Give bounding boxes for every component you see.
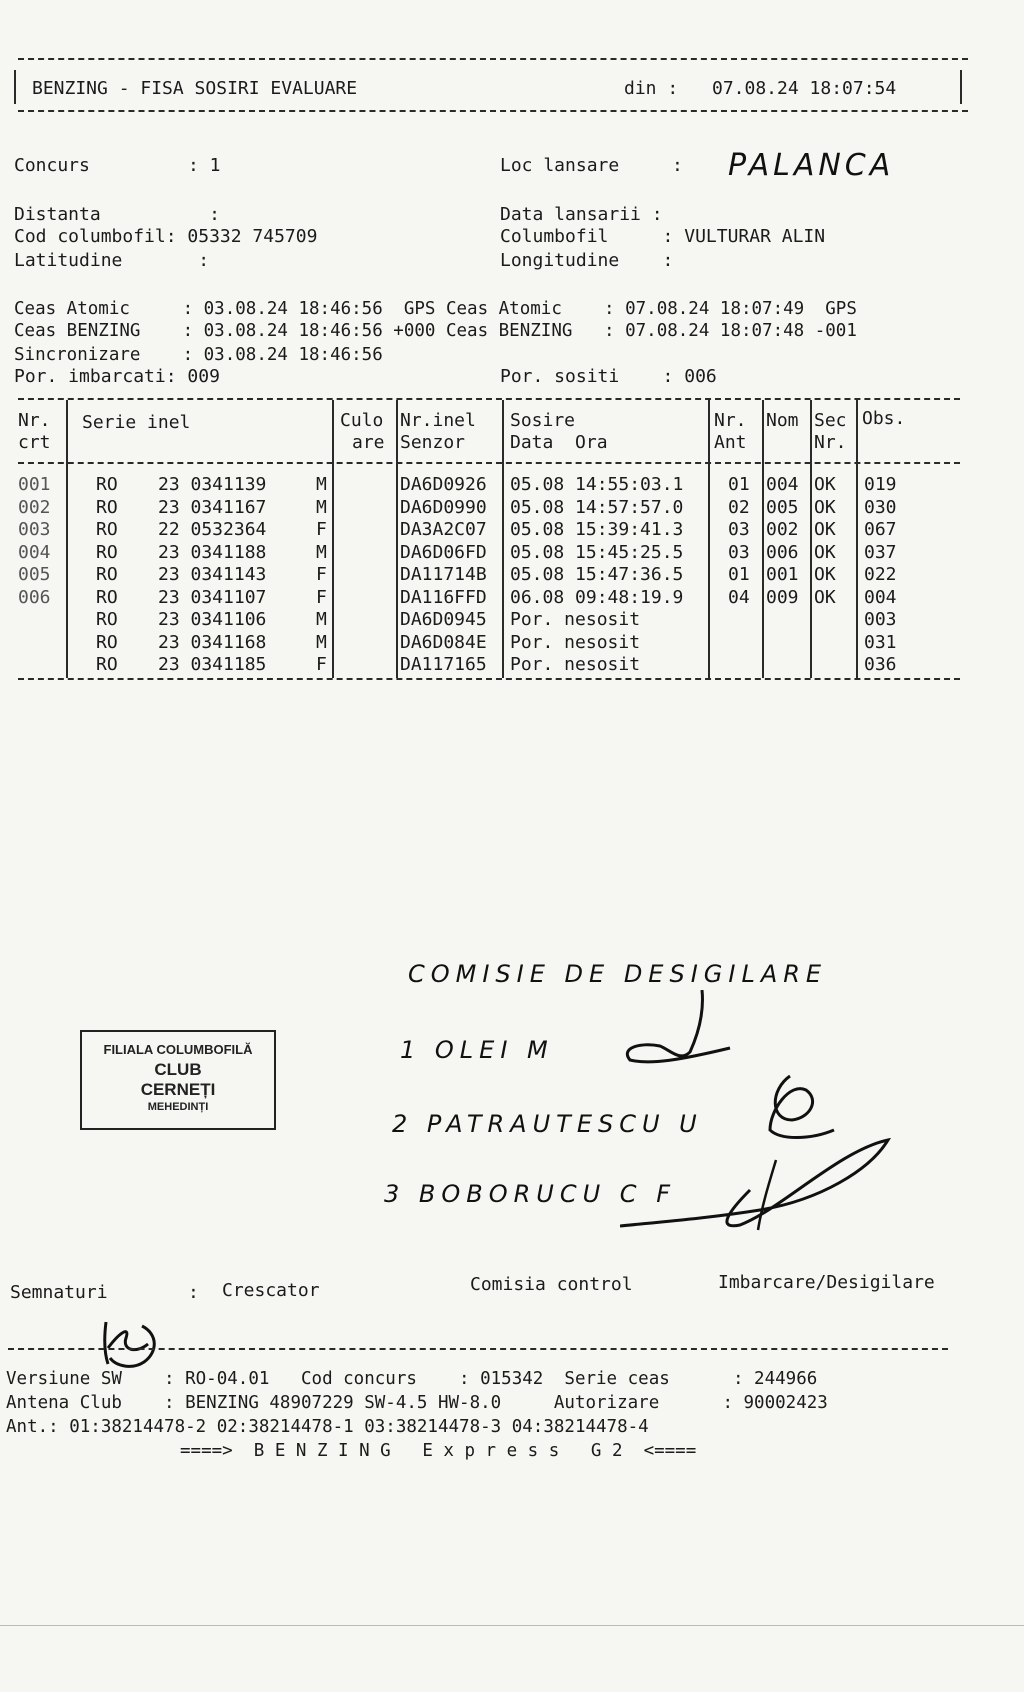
cell-serie-inel: 23 0341188 — [158, 541, 267, 563]
cell-sex: M — [316, 474, 327, 495]
th-sec-2: Nr. — [814, 432, 847, 453]
th-nr-crt-1: Nr. — [18, 410, 51, 431]
cell-sex: F — [316, 519, 327, 540]
table-top-border — [18, 398, 960, 400]
cell-sex: M — [316, 541, 327, 563]
col-sep-1 — [66, 400, 68, 678]
cell-senzor: DA3A2C07 — [400, 519, 487, 540]
semnaturi-label: Semnaturi — [10, 1282, 108, 1303]
stamp-line-3: CERNEȚI — [140, 1080, 216, 1099]
cell-sec: OK — [814, 564, 836, 585]
th-nr-ant-2: Ant — [714, 432, 747, 453]
th-sosire-2: Data Ora — [510, 432, 608, 453]
cell-sex: F — [316, 564, 327, 585]
loc-lansare-label: Loc lansare — [500, 155, 620, 176]
loc-lansare-handwritten: PALANCA — [728, 148, 895, 183]
cell-obs: 019 — [864, 474, 897, 495]
ceas-benzing-row: Ceas BENZING : 03.08.24 18:46:56 +000 Ceas BENZING : 07.08.24 18:07:48 -001 — [14, 321, 857, 341]
por-imbarcati-field: Por. imbarcati: 009 — [14, 366, 220, 387]
longitudine-field: Longitudine : — [500, 250, 674, 271]
cell-country: RO — [96, 609, 118, 630]
header-bottom-border — [18, 110, 968, 112]
cell-obs: 022 — [864, 564, 897, 585]
header-left-bar — [14, 70, 16, 104]
member-1-handwritten: 1 OLEI M — [400, 1036, 554, 1064]
distanta-field: Distanta : — [14, 204, 220, 225]
cell-nom: 005 — [766, 496, 799, 518]
col-sep-8 — [856, 400, 858, 678]
cell-country: RO — [96, 496, 118, 518]
columbofil-field: Columbofil : VULTURAR ALIN — [500, 226, 826, 247]
cell-obs: 004 — [864, 586, 897, 608]
footer-benzing-express: ====> B E N Z I N G E x p r e s s G 2 <==== — [180, 1441, 697, 1461]
sincronizare-row: Sincronizare : 03.08.24 18:46:56 — [14, 345, 383, 365]
th-nr-ant-1: Nr. — [714, 410, 747, 431]
cell-nom: 006 — [766, 541, 799, 563]
col-sep-4 — [502, 400, 504, 678]
col-sep-5 — [708, 400, 710, 678]
club-stamp — [80, 1030, 276, 1130]
table-bottom-border — [18, 678, 960, 680]
table-header-bottom-border — [18, 462, 960, 464]
cell-nr-ant: 03 — [728, 541, 750, 563]
latitudine-field: Latitudine : — [14, 250, 210, 271]
cell-nr-crt: 001 — [18, 474, 51, 495]
din-timestamp: 07.08.24 18:07:54 — [712, 78, 897, 99]
cell-sex: M — [316, 609, 327, 630]
cell-nr-crt: 006 — [18, 586, 51, 608]
cell-obs: 036 — [864, 654, 897, 675]
th-nr-crt-2: crt — [18, 432, 51, 453]
col-sep-2 — [332, 400, 334, 678]
cell-sosire: 05.08 15:39:41.3 — [510, 519, 684, 540]
cell-nr-ant: 01 — [728, 564, 750, 585]
th-nr-inel-2: Senzor — [400, 432, 466, 453]
cell-sosire: 05.08 14:55:03.1 — [510, 474, 684, 495]
th-serie-inel: Serie inel — [82, 412, 191, 433]
cell-sec: OK — [814, 474, 836, 495]
member-2-handwritten: 2 PATRAUTESCU U — [392, 1110, 703, 1138]
member-3-handwritten: 3 BOBORUCU C F — [384, 1180, 676, 1208]
footer-versiune-line: Versiune SW : RO-04.01 Cod concurs : 015342 Serie ceas : 244966 — [6, 1369, 818, 1389]
cell-serie-inel: 23 0341167 — [158, 496, 267, 518]
cell-country: RO — [96, 519, 118, 540]
footer-top-border — [8, 1348, 948, 1350]
comisia-control-label: Comisia control — [470, 1274, 633, 1295]
cell-sex: F — [316, 586, 327, 608]
cell-country: RO — [96, 654, 118, 675]
th-obs: Obs. — [862, 408, 906, 429]
cell-nr-crt: 005 — [18, 564, 51, 585]
cell-serie-inel: 23 0341139 — [158, 474, 267, 495]
cell-country: RO — [96, 474, 118, 495]
th-culoare-2: are — [352, 432, 385, 453]
th-sec-1: Sec — [814, 410, 847, 431]
cell-nom: 009 — [766, 586, 799, 608]
cell-country: RO — [96, 586, 118, 608]
cell-sosire: Por. nesosit — [510, 609, 641, 630]
ceas-atomic-row: Ceas Atomic : 03.08.24 18:46:56 GPS Ceas Atomic : 07.08.24 18:07:49 GPS — [14, 299, 857, 319]
cell-senzor: DA6D0945 — [400, 609, 487, 630]
crescator-label: Crescator — [222, 1280, 320, 1301]
footer-antena-line: Antena Club : BENZING 48907229 SW-4.5 HW-8.0 Autorizare : 90002423 — [6, 1393, 828, 1413]
cell-sec: OK — [814, 541, 836, 563]
cell-sec: OK — [814, 496, 836, 518]
cell-sosire: 05.08 14:57:57.0 — [510, 496, 684, 518]
cell-senzor: DA117165 — [400, 654, 487, 675]
cell-serie-inel: 23 0341106 — [158, 609, 267, 630]
cell-obs: 037 — [864, 541, 897, 563]
document-title: BENZING - FISA SOSIRI EVALUARE — [32, 78, 358, 99]
cell-senzor: DA11714B — [400, 564, 487, 585]
cell-nr-ant: 03 — [728, 519, 750, 540]
cell-senzor: DA6D084E — [400, 631, 487, 653]
concurs-value: : 1 — [188, 155, 221, 176]
paper-bottom-edge — [0, 1625, 1024, 1626]
cell-sex: F — [316, 654, 327, 675]
col-sep-3 — [396, 400, 398, 678]
cell-nr-crt: 004 — [18, 541, 51, 563]
cell-nr-ant: 02 — [728, 496, 750, 518]
comisie-handwritten-title: COMISIE DE DESIGILARE — [408, 960, 828, 988]
cell-sosire: 05.08 15:47:36.5 — [510, 564, 684, 585]
cell-sosire: 05.08 15:45:25.5 — [510, 541, 684, 563]
cell-nr-crt: 003 — [18, 519, 51, 540]
cell-country: RO — [96, 631, 118, 653]
th-culoare-1: Culo — [340, 410, 384, 431]
cell-obs: 003 — [864, 609, 897, 630]
cell-senzor: DA116FFD — [400, 586, 487, 608]
stamp-line-4: MEHEDINȚI — [147, 1101, 209, 1113]
loc-lansare-sep: : — [672, 155, 683, 176]
cell-senzor: DA6D06FD — [400, 541, 487, 563]
din-label: din : — [624, 78, 679, 99]
footer-antennas-line: Ant.: 01:38214478-2 02:38214478-1 03:38214478-3 04:38214478-4 — [6, 1417, 649, 1437]
cell-country: RO — [96, 541, 118, 563]
cod-columbofil-field: Cod columbofil: 05332 745709 — [14, 226, 318, 247]
cell-sosire: Por. nesosit — [510, 654, 641, 675]
cell-sec: OK — [814, 586, 836, 608]
header-top-border — [18, 58, 968, 60]
crescator-signature-scribble — [96, 1318, 176, 1374]
imbarcare-desigilare-label: Imbarcare/Desigilare — [718, 1272, 935, 1293]
stamp-line-1: FILIALA COLUMBOFILĂ — [103, 1042, 253, 1057]
stamp-line-2: CLUB — [154, 1060, 202, 1079]
th-nom: Nom — [766, 410, 799, 431]
cell-nom: 002 — [766, 519, 799, 540]
commission-signatures-scribble — [620, 990, 920, 1250]
cell-serie-inel: 23 0341168 — [158, 631, 267, 653]
cell-serie-inel: 23 0341107 — [158, 586, 267, 608]
concurs-label: Concurs — [14, 155, 90, 176]
header-right-bar — [960, 70, 962, 104]
col-sep-7 — [810, 400, 812, 678]
cell-sex: M — [316, 496, 327, 518]
cell-serie-inel: 23 0341143 — [158, 564, 267, 585]
cell-obs: 030 — [864, 496, 897, 518]
cell-senzor: DA6D0926 — [400, 474, 487, 495]
th-sosire-1: Sosire — [510, 410, 576, 431]
th-nr-inel-1: Nr.inel — [400, 410, 476, 431]
cell-serie-inel: 23 0341185 — [158, 654, 267, 675]
data-lansarii-field: Data lansarii : — [500, 204, 663, 225]
col-sep-6 — [762, 400, 764, 678]
cell-sex: M — [316, 631, 327, 653]
cell-nr-crt: 002 — [18, 496, 51, 518]
cell-nr-ant: 04 — [728, 586, 750, 608]
cell-obs: 067 — [864, 519, 897, 540]
cell-senzor: DA6D0990 — [400, 496, 487, 518]
cell-sosire: 06.08 09:48:19.9 — [510, 586, 684, 608]
semnaturi-sep: : — [188, 1282, 199, 1303]
cell-nom: 004 — [766, 474, 799, 495]
cell-nom: 001 — [766, 564, 799, 585]
cell-nr-ant: 01 — [728, 474, 750, 495]
cell-country: RO — [96, 564, 118, 585]
cell-sec: OK — [814, 519, 836, 540]
cell-serie-inel: 22 0532364 — [158, 519, 267, 540]
por-sositi-field: Por. sositi : 006 — [500, 366, 717, 387]
cell-obs: 031 — [864, 631, 897, 653]
cell-sosire: Por. nesosit — [510, 631, 641, 653]
